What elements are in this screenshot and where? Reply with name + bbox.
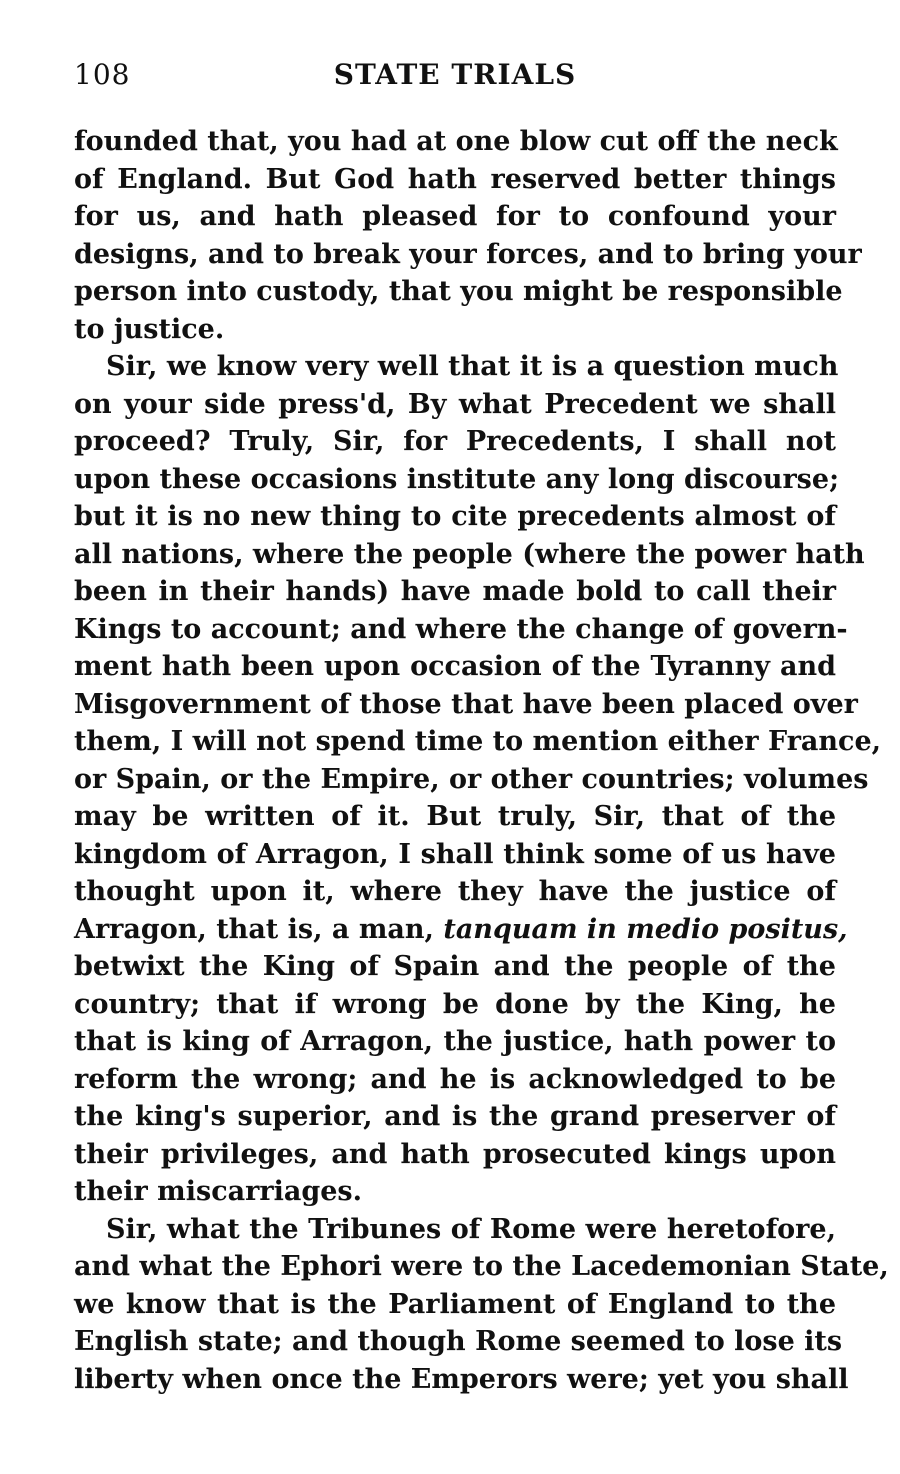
text-line: founded that, you had at one blow cut off the neck: [74, 126, 838, 157]
text-line: designs, and to break your forces, and to bring your: [74, 238, 862, 270]
text-line: Kings to account; and where the change of govern-: [74, 613, 848, 645]
text-line: kingdom of Arragon, I shall think some of us have: [74, 838, 836, 870]
text-line: ment hath been upon occasion of the Tyranny and: [74, 651, 836, 682]
text-line: of England. But God hath reserved better things: [74, 163, 836, 195]
text-line: that is king of Arragon, the justice, hath power to: [74, 1026, 836, 1057]
text-line: may be written of it. But truly, Sir, that of the: [74, 801, 836, 832]
text-line: to justice.: [74, 313, 225, 345]
text-segment: Arragon, that is, a man,: [74, 913, 434, 945]
text-line: English state; and though Rome seemed to lose its: [74, 1326, 843, 1357]
text-line: on your side press'd, By what Precedent we shall: [74, 388, 836, 420]
text-line: reform the wrong; and he is acknowledged to be: [74, 1063, 836, 1095]
text-line: all nations, where the people (where the power hath: [74, 538, 865, 570]
text-line: the king's superior, and is the grand preserver of: [74, 1101, 836, 1132]
text-line-with-italic: [74, 911, 848, 949]
italic-latin-phrase: tanquam in medio positus,: [443, 913, 848, 945]
text-line: their privileges, and hath prosecuted kings upon: [74, 1138, 836, 1170]
text-line: been in their hands) have made bold to call their: [74, 576, 836, 607]
text-line: proceed? Truly, Sir, for Precedents, I shall not: [74, 426, 836, 457]
text-line: upon these occasions institute any long discourse;: [74, 463, 840, 495]
text-line: Sir, we know very well that it is a question much: [106, 351, 839, 382]
text-line: Misgovernment of those that have been placed over: [74, 688, 858, 720]
text-line: but it is no new thing to cite precedents almost of: [74, 501, 836, 532]
text-line: country; that if wrong be done by the King, he: [74, 988, 836, 1020]
text-line: we know that is the Parliament of England to the: [74, 1288, 836, 1320]
text-line: their miscarriages.: [74, 1176, 362, 1207]
running-title: STATE TRIALS: [333, 58, 577, 91]
page-number: 108: [74, 58, 131, 91]
paragraph-2: [74, 348, 882, 1211]
text-line: thought upon it, where they have the justice of: [74, 876, 836, 907]
text-line: for us, and hath pleased for to confound your: [74, 201, 836, 232]
page-header: [74, 58, 836, 98]
text-line: Sir, what the Tribunes of Rome were heretofore,: [106, 1213, 836, 1245]
text-line: person into custody, that you might be responsible: [74, 276, 843, 307]
paragraph-1: [74, 123, 862, 348]
paragraph-3: [74, 1211, 889, 1399]
text-line: or Spain, or the Empire, or other countries; volumes: [74, 763, 869, 795]
text-line: them, I will not spend time to mention either France,: [74, 726, 882, 757]
text-line: liberty when once the Emperors were; yet you shall: [74, 1363, 849, 1395]
text-line: betwixt the King of Spain and the people of the: [74, 951, 836, 982]
text-line: and what the Ephori were to the Lacedemonian State,: [74, 1251, 889, 1282]
body-text: [74, 123, 889, 1398]
